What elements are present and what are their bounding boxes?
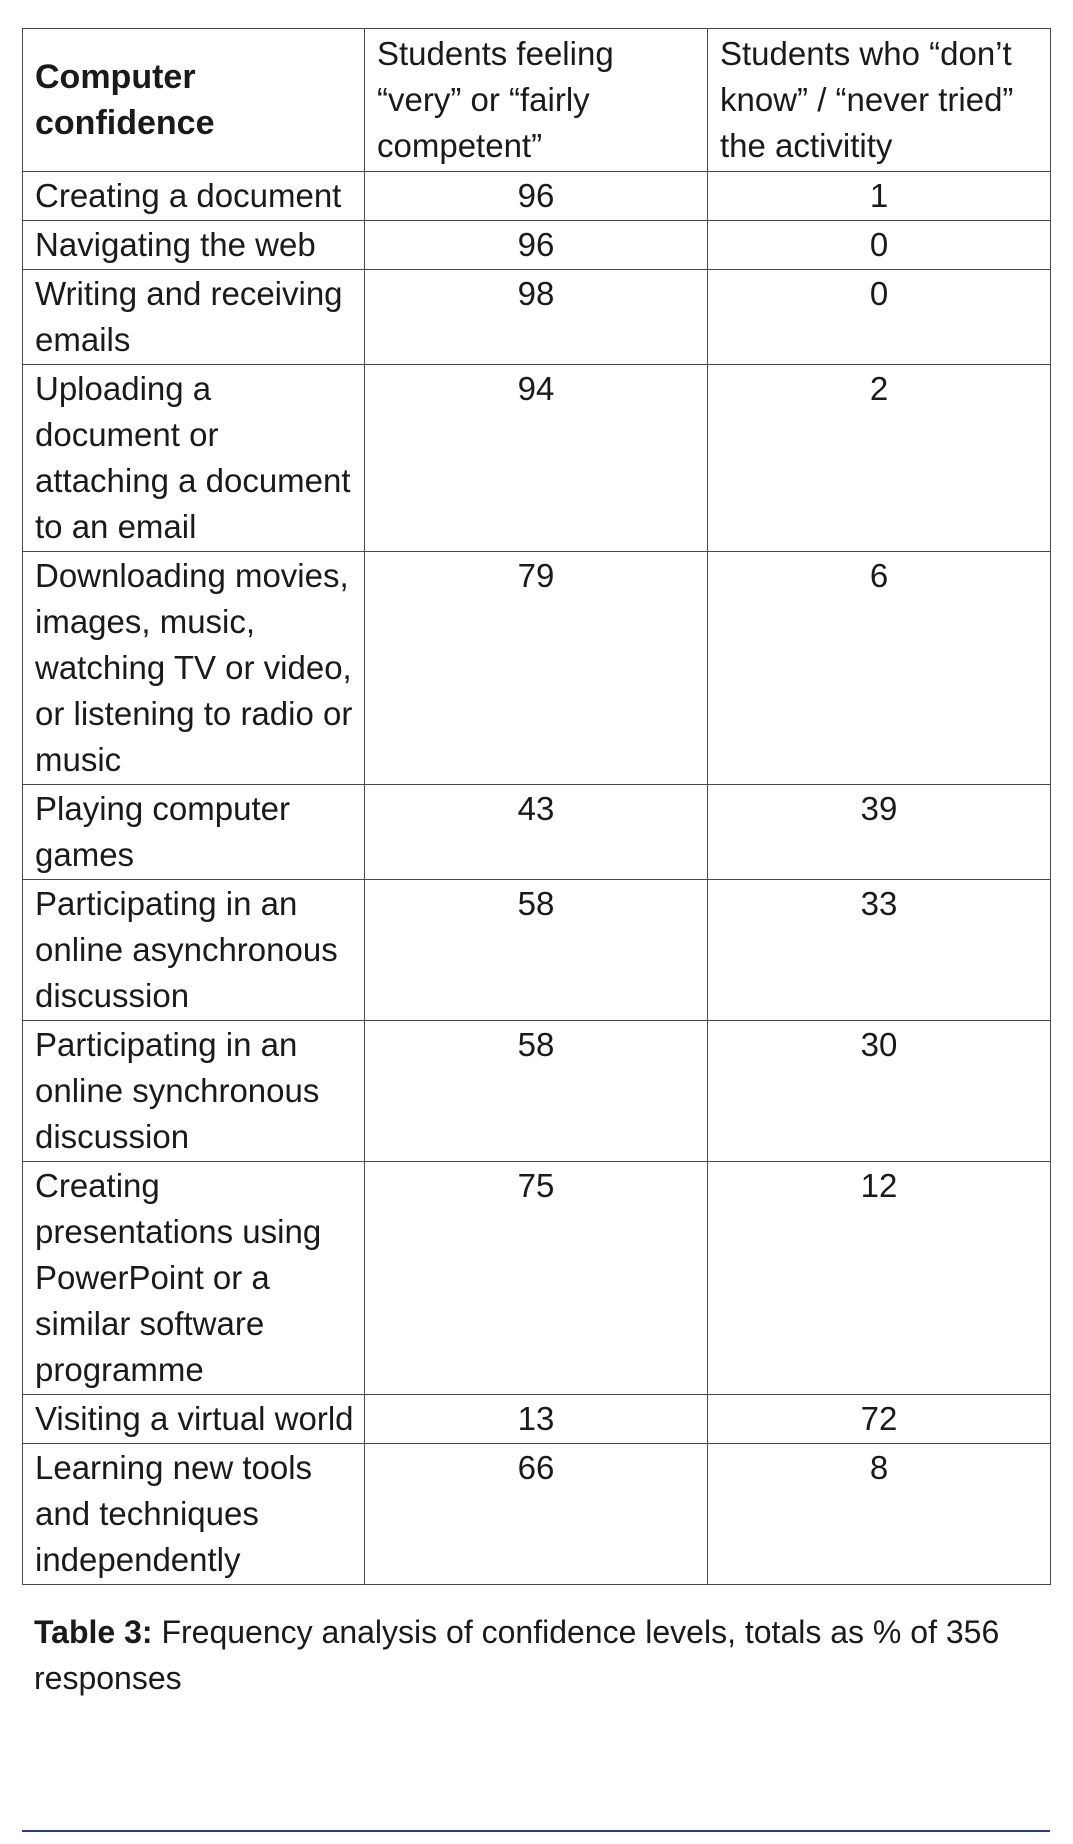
dont-know-value-cell: 1 — [708, 172, 1051, 221]
table-row — [23, 785, 1051, 880]
dont-know-value-cell: 6 — [708, 552, 1051, 785]
competent-value-cell: 94 — [365, 365, 708, 552]
activity-cell: Writing and receiving emails — [23, 270, 365, 365]
footer-divider — [22, 1830, 1050, 1832]
table-row — [23, 1021, 1051, 1162]
table-body — [23, 172, 1051, 1585]
activity-cell: Visiting a virtual world — [23, 1395, 365, 1444]
activity-cell: Uploading a document or attaching a document to an email — [23, 365, 365, 552]
activity-cell: Learning new tools and techniques independently — [23, 1444, 365, 1585]
header-dont-know: Students who “don’t know” / “never tried” the activitity — [708, 29, 1051, 172]
competent-value-cell: 58 — [365, 1021, 708, 1162]
dont-know-value-cell: 30 — [708, 1021, 1051, 1162]
dont-know-value-cell: 2 — [708, 365, 1051, 552]
competent-value-cell: 66 — [365, 1444, 708, 1585]
dont-know-value-cell: 0 — [708, 270, 1051, 365]
table-row — [23, 221, 1051, 270]
table-row — [23, 1162, 1051, 1395]
competent-value-cell: 75 — [365, 1162, 708, 1395]
competent-value-cell: 98 — [365, 270, 708, 365]
table-row — [23, 552, 1051, 785]
table-row — [23, 172, 1051, 221]
header-row — [23, 29, 1051, 172]
header-competent: Students feeling “very” or “fairly competent” — [365, 29, 708, 172]
competent-value-cell: 43 — [365, 785, 708, 880]
competent-value-cell: 96 — [365, 221, 708, 270]
competent-value-cell: 96 — [365, 172, 708, 221]
table-header — [23, 29, 1051, 172]
competent-value-cell: 58 — [365, 880, 708, 1021]
table-row — [23, 270, 1051, 365]
table-row — [23, 880, 1051, 1021]
activity-cell: Creating a document — [23, 172, 365, 221]
table-row — [23, 365, 1051, 552]
caption-label: Table 3: — [34, 1614, 153, 1650]
dont-know-value-cell: 39 — [708, 785, 1051, 880]
table-caption — [22, 1609, 1050, 1701]
dont-know-value-cell: 72 — [708, 1395, 1051, 1444]
activity-cell: Participating in an online asynchronous discussion — [23, 880, 365, 1021]
activity-cell: Participating in an online synchronous discussion — [23, 1021, 365, 1162]
competent-value-cell: 13 — [365, 1395, 708, 1444]
dont-know-value-cell: 8 — [708, 1444, 1051, 1585]
dont-know-value-cell: 33 — [708, 880, 1051, 1021]
table-row — [23, 1444, 1051, 1585]
dont-know-value-cell: 0 — [708, 221, 1051, 270]
activity-cell: Navigating the web — [23, 221, 365, 270]
activity-cell: Playing computer games — [23, 785, 365, 880]
caption-text: Frequency analysis of confidence levels, totals as % of 356 responses — [34, 1614, 1000, 1696]
header-computer-confidence: Computer confidence — [23, 29, 365, 172]
activity-cell: Downloading movies, images, music, watching TV or video, or listening to radio or music — [23, 552, 365, 785]
dont-know-value-cell: 12 — [708, 1162, 1051, 1395]
document-page — [22, 28, 1050, 1701]
activity-cell: Creating presentations using PowerPoint or a similar software programme — [23, 1162, 365, 1395]
table-row — [23, 1395, 1051, 1444]
competent-value-cell: 79 — [365, 552, 708, 785]
confidence-table — [22, 28, 1051, 1585]
